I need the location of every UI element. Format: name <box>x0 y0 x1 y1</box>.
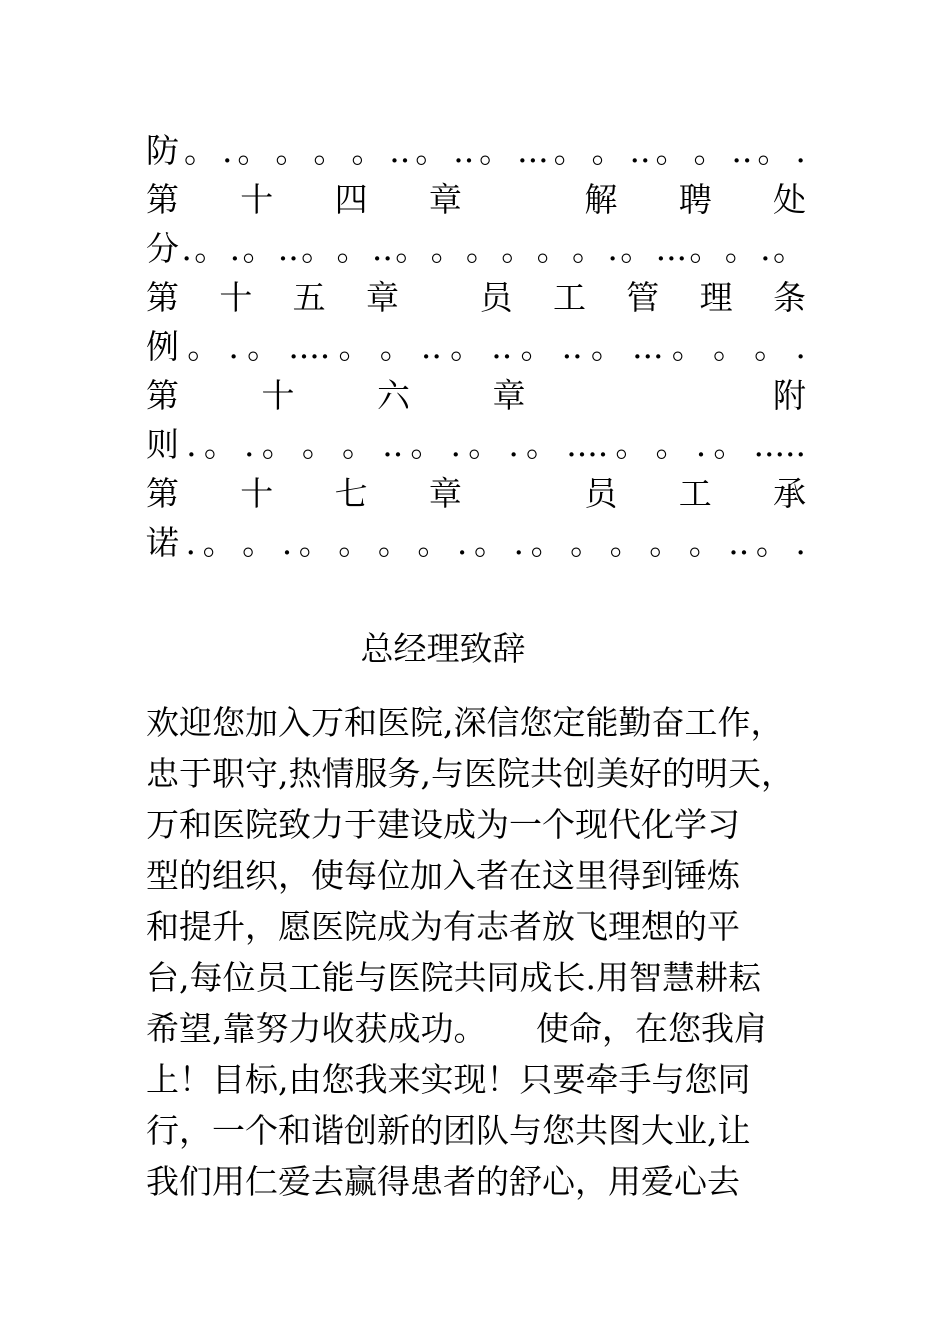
toc-char: 第 <box>146 278 179 317</box>
toc-char: 。 <box>754 327 788 366</box>
toc-char: ..... <box>753 425 806 464</box>
toc-char: .. <box>389 131 411 170</box>
toc-char: 承 <box>772 474 806 513</box>
toc-char: 。 <box>450 327 484 366</box>
toc-char: 。 <box>520 327 554 366</box>
toc-char: 。 <box>615 425 649 464</box>
toc-line <box>146 224 806 273</box>
toc-char: . <box>186 425 197 464</box>
toc-char: 。 <box>202 523 236 562</box>
toc-char: .. <box>371 229 393 268</box>
toc-line <box>146 469 806 518</box>
toc-char: 。 <box>242 523 276 562</box>
toc-line <box>146 175 806 224</box>
toc-char: 。 <box>689 229 723 268</box>
toc-char: .. <box>453 131 475 170</box>
body-line: 我们用仁爱去赢得患者的舒心，用爱心去 <box>146 1162 740 1201</box>
toc-char: 。 <box>671 327 705 366</box>
toc-char: . <box>228 327 239 366</box>
toc-char: 。 <box>757 131 791 170</box>
toc-char: 。 <box>655 425 689 464</box>
toc-char: . <box>221 131 233 170</box>
toc-char: 工 <box>678 474 712 513</box>
toc-line <box>146 126 806 175</box>
toc-char: 工 <box>552 278 586 317</box>
toc-char: 。 <box>430 229 464 268</box>
body-line: 万和医院致力于建设成为一个现代化学习 <box>146 805 740 844</box>
toc-char: 章 <box>428 474 462 513</box>
toc-char: 。 <box>242 229 276 268</box>
toc-char: 。 <box>183 131 217 170</box>
toc-char: . <box>513 523 525 562</box>
toc-char: 。 <box>688 523 722 562</box>
toc-char: 。 <box>693 131 727 170</box>
toc-char: . <box>181 229 192 268</box>
toc-char: 六 <box>377 376 410 415</box>
toc-char: 章 <box>365 278 399 317</box>
toc-char: ... <box>655 229 688 268</box>
toc-char: 管 <box>626 278 660 317</box>
toc-char: 。 <box>379 327 413 366</box>
toc-char: 。 <box>338 523 372 562</box>
toc-char: 。 <box>194 229 228 268</box>
toc-char: 。 <box>712 327 746 366</box>
toc-char: ... <box>632 327 664 366</box>
toc-char: . <box>760 229 771 268</box>
toc-char: 防 <box>146 131 179 170</box>
toc-char: ... <box>517 131 549 170</box>
toc-char: 。 <box>247 327 281 366</box>
toc-char: 。 <box>261 425 295 464</box>
toc-char: 。 <box>773 229 806 268</box>
toc-char: 诺 <box>146 523 179 562</box>
toc-char: . <box>795 523 806 562</box>
body-line: 台,每位员工能与医院共同成长.用智慧耕耘 <box>146 958 761 997</box>
toc-char: 。 <box>724 229 758 268</box>
toc-char: 。 <box>336 229 370 268</box>
toc-char: .. <box>491 327 513 366</box>
toc-char: 。 <box>713 425 747 464</box>
toc-char: .. <box>382 425 404 464</box>
body-line: 欢迎您加入万和医院,深信您定能勤奋工作， <box>146 703 784 742</box>
toc-line <box>146 273 806 322</box>
toc-char: . <box>607 229 618 268</box>
toc-char: 。 <box>473 523 507 562</box>
toc-char: 章 <box>428 180 462 219</box>
toc-char: 。 <box>501 229 535 268</box>
toc-char: 分 <box>146 229 179 268</box>
toc-char: 。 <box>655 131 689 170</box>
toc-char: 附 <box>773 376 806 415</box>
toc-char: 。 <box>620 229 654 268</box>
body-line: 和提升，愿医院成为有志者放飞理想的平 <box>146 907 740 946</box>
toc-char: 。 <box>338 327 372 366</box>
toc-char: 。 <box>313 131 347 170</box>
toc-char: .. <box>561 327 583 366</box>
toc-char: . <box>281 523 293 562</box>
toc-char: . <box>508 425 519 464</box>
toc-char: 。 <box>298 523 332 562</box>
body-line: 上！目标,由您我来实现！只要牵手与您同 <box>146 1060 751 1099</box>
toc-char: 员 <box>479 278 513 317</box>
body-line: 型的组织，使每位加入者在这里得到锤炼 <box>146 856 740 895</box>
toc-char: 十 <box>261 376 295 415</box>
toc-char: 。 <box>417 523 451 562</box>
toc-char: 。 <box>649 523 683 562</box>
toc-char: .... <box>288 327 331 366</box>
toc-char: 解 <box>584 180 618 219</box>
toc-char: 。 <box>342 425 376 464</box>
toc-char: 。 <box>468 425 502 464</box>
toc-char: .. <box>629 131 651 170</box>
toc-char: .. <box>277 229 299 268</box>
toc-char: .... <box>566 425 609 464</box>
toc-char: 。 <box>570 523 604 562</box>
toc-char: 。 <box>301 425 335 464</box>
toc-char: 。 <box>465 229 499 268</box>
toc-char: 条 <box>772 278 806 317</box>
toc-char: 第 <box>146 180 179 219</box>
toc-char: 。 <box>530 523 564 562</box>
toc-line <box>146 518 806 567</box>
toc-char: . <box>695 425 707 464</box>
toc-char: 。 <box>377 523 411 562</box>
toc-char: 十 <box>240 474 274 513</box>
body-line: 行，一个和谐创新的团队与您共图大业,让 <box>146 1111 751 1150</box>
toc-char: 章 <box>492 376 526 415</box>
toc-char: 理 <box>699 278 733 317</box>
toc-char: 则 <box>146 425 179 464</box>
toc-char: 。 <box>203 425 237 464</box>
body-line: 忠于职守,热情服务,与医院共创美好的明天， <box>146 754 794 793</box>
toc-char: 。 <box>187 327 221 366</box>
toc-char: . <box>795 131 806 170</box>
toc-char: .. <box>420 327 442 366</box>
toc-line <box>146 420 806 469</box>
toc-char: 。 <box>410 425 444 464</box>
toc-char: 七 <box>334 474 368 513</box>
toc-char: 四 <box>334 180 368 219</box>
toc-char: 第 <box>146 474 179 513</box>
toc-line <box>146 371 806 420</box>
body-line: 希望,靠努力收获成功。 使命，在您我肩 <box>146 1009 767 1048</box>
toc-char: 处 <box>772 180 806 219</box>
toc-char: .. <box>731 131 753 170</box>
toc-char: . <box>456 523 468 562</box>
toc-char: 。 <box>395 229 429 268</box>
toc-char: 聘 <box>678 180 712 219</box>
toc-char: 。 <box>237 131 271 170</box>
toc-char: . <box>229 229 241 268</box>
toc-char: 十 <box>219 278 253 317</box>
toc-char: 。 <box>591 131 625 170</box>
toc-char: 。 <box>275 131 309 170</box>
toc-char: 。 <box>479 131 513 170</box>
toc-char: 。 <box>572 229 605 268</box>
toc-char: 。 <box>553 131 587 170</box>
toc-char: 。 <box>609 523 643 562</box>
section-heading: 总经理致辞 <box>360 629 526 668</box>
toc-char: 。 <box>590 327 624 366</box>
toc-char: 员 <box>584 474 618 513</box>
toc-char: 十 <box>240 180 274 219</box>
toc-char: . <box>795 327 806 366</box>
toc-char: 第 <box>146 376 179 415</box>
toc-char: 。 <box>526 425 560 464</box>
toc-char: . <box>450 425 462 464</box>
body-text <box>146 697 836 1207</box>
toc-line <box>146 322 806 371</box>
toc-char: . <box>185 523 197 562</box>
toc-char: 。 <box>301 229 335 268</box>
toc-char: . <box>244 425 255 464</box>
table-of-contents <box>146 126 806 567</box>
toc-char: 。 <box>351 131 385 170</box>
toc-char: .. <box>728 523 750 562</box>
toc-char: 例 <box>146 327 179 366</box>
toc-char: 五 <box>292 278 326 317</box>
toc-char: 。 <box>755 523 789 562</box>
toc-char: 。 <box>415 131 449 170</box>
toc-char: 。 <box>536 229 570 268</box>
